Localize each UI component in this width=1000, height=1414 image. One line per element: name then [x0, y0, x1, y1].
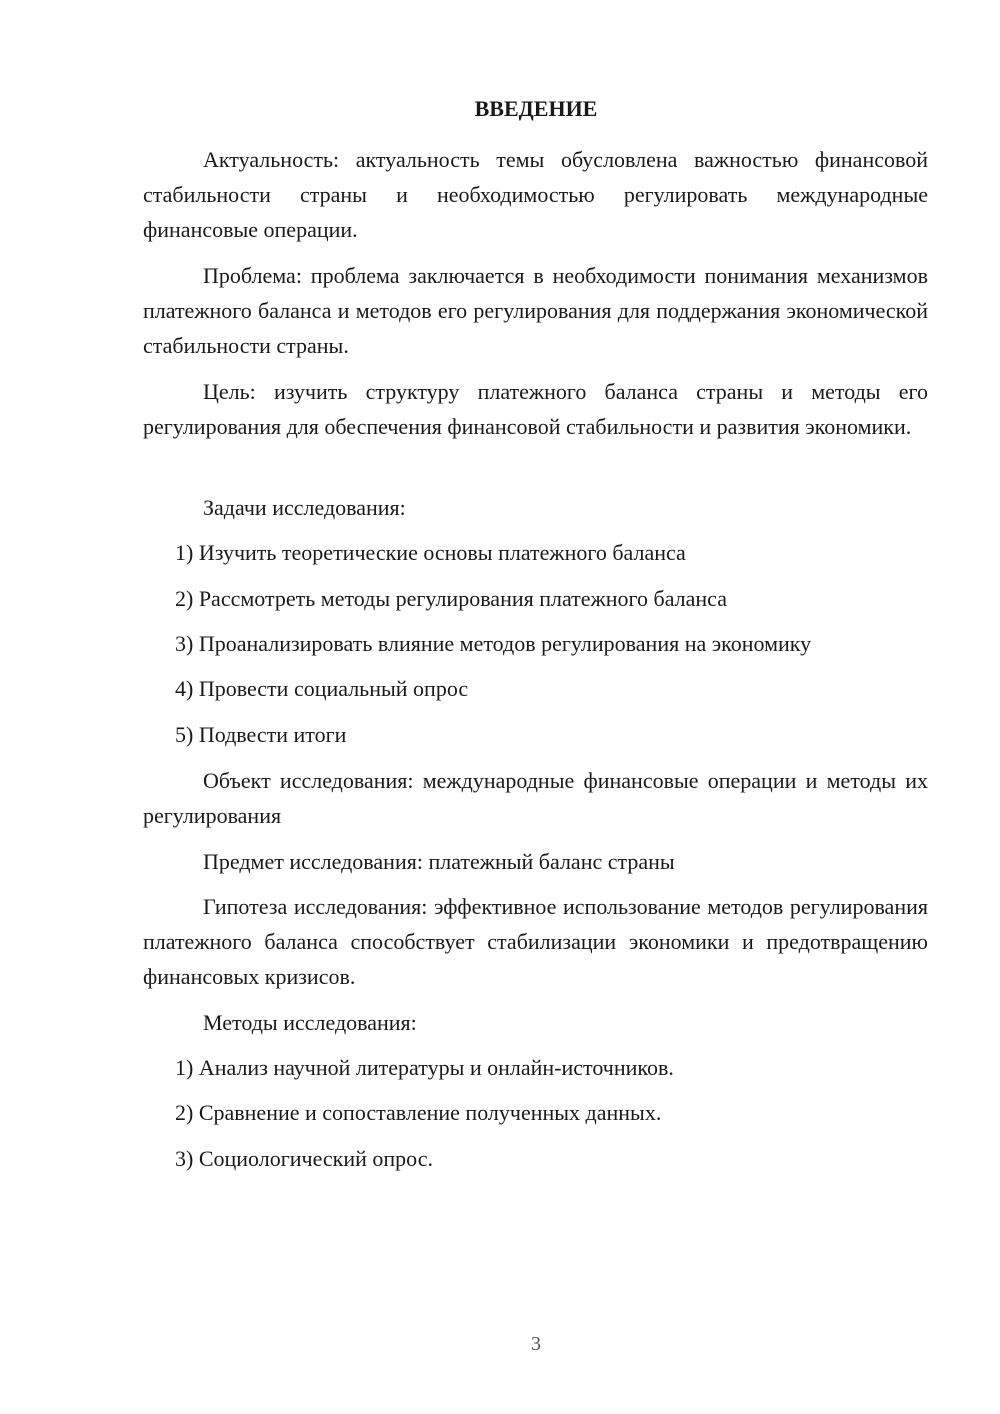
- task-item-2: 2) Рассмотреть методы регулирования платежного баланса: [175, 586, 727, 611]
- method-item-3: 3) Социологический опрос.: [175, 1146, 433, 1171]
- paragraph-relevance: Актуальность: актуальность темы обусловлена важностью финансовой стабильности страны и необходимостью регулировать международные финансовые операции.: [143, 147, 928, 242]
- methods-heading: Методы исследования:: [203, 1010, 417, 1035]
- tasks-heading: Задачи исследования:: [203, 495, 406, 520]
- task-item-1: 1) Изучить теоретические основы платежного баланса: [175, 540, 686, 565]
- method-item-1: 1) Анализ научной литературы и онлайн-источников.: [175, 1055, 674, 1080]
- paragraph-object: Объект исследования: международные финансовые операции и методы их регулирования: [143, 768, 928, 828]
- task-item-4: 4) Провести социальный опрос: [175, 676, 469, 701]
- task-item-5: 5) Подвести итоги: [175, 722, 347, 747]
- page-number: 3: [531, 1333, 541, 1355]
- paragraph-problem: Проблема: проблема заключается в необходимости понимания механизмов платежного баланса и методов его регулирования для поддержания экономической стабильности страны.: [143, 263, 928, 358]
- page-title: ВВЕДЕНИЕ: [474, 96, 598, 121]
- task-item-3: 3) Проанализировать влияние методов регулирования на экономику: [175, 631, 812, 656]
- paragraph-subject: Предмет исследования: платежный баланс страны: [203, 849, 675, 874]
- paragraph-hypothesis: Гипотеза исследования: эффективное использование методов регулирования платежного баланса способствует стабилизации экономики и предотвращению финансовых кризисов.: [143, 894, 928, 989]
- method-item-2: 2) Сравнение и сопоставление полученных данных.: [175, 1100, 662, 1125]
- paragraph-goal: Цель: изучить структуру платежного баланса страны и методы его регулирования для обеспечения финансовой стабильности и развития экономики.: [143, 379, 928, 439]
